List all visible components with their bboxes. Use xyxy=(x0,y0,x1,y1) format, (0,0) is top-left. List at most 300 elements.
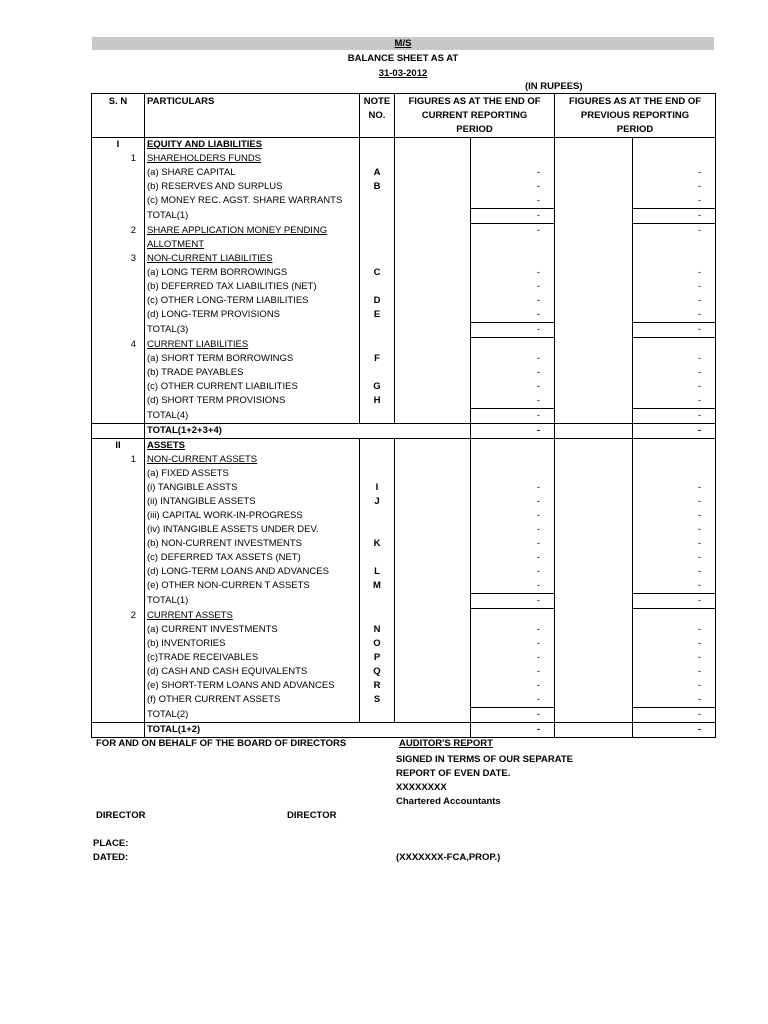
particulars-cell: (d) LONG-TERM LOANS AND ADVANCES xyxy=(145,565,360,579)
sn-cell xyxy=(92,409,145,424)
currency-unit: (IN RUPEES) xyxy=(525,81,583,92)
current-value-cell xyxy=(471,152,555,166)
current-value-cell: - xyxy=(471,579,555,594)
particulars-cell: EQUITY AND LIABILITIES xyxy=(145,138,360,153)
note-cell: E xyxy=(360,308,395,323)
current-spacer-cell xyxy=(395,152,471,166)
previous-spacer-cell xyxy=(555,523,633,537)
particulars-cell: TOTAL(1+2) xyxy=(145,723,360,738)
document-title: BALANCE SHEET AS AT xyxy=(347,53,459,64)
table-row xyxy=(92,424,716,439)
table-row xyxy=(92,308,716,323)
current-spacer-cell xyxy=(395,280,471,294)
previous-spacer-cell xyxy=(555,366,633,380)
previous-value-cell: - xyxy=(633,409,716,424)
previous-value-cell: - xyxy=(633,380,716,394)
previous-spacer-cell xyxy=(555,723,633,738)
particulars-cell: (b) NON-CURRENT INVESTMENTS xyxy=(145,537,360,551)
particulars-cell: (a) SHARE CAPITAL xyxy=(145,166,360,180)
current-value-cell: - xyxy=(471,723,555,738)
table-row xyxy=(92,338,716,353)
table-row xyxy=(92,166,716,180)
current-value-cell: - xyxy=(471,565,555,579)
previous-value-cell: - xyxy=(633,424,716,439)
particulars-cell: (i) TANGIBLE ASSTS xyxy=(145,481,360,495)
current-value-cell: - xyxy=(471,665,555,679)
previous-value-cell: - xyxy=(633,224,716,239)
table-row xyxy=(92,323,716,338)
note-cell xyxy=(360,338,395,353)
current-value-cell xyxy=(471,238,555,252)
note-cell xyxy=(360,138,395,153)
sn-cell xyxy=(92,637,145,651)
previous-value-cell: - xyxy=(633,665,716,679)
previous-value-cell: - xyxy=(633,352,716,366)
previous-spacer-cell xyxy=(555,352,633,366)
previous-value-cell: - xyxy=(633,637,716,651)
table-row xyxy=(92,238,716,252)
sn-cell xyxy=(92,523,145,537)
particulars-cell: (e) OTHER NON-CURREN T ASSETS xyxy=(145,579,360,594)
note-cell xyxy=(360,323,395,338)
current-spacer-cell xyxy=(395,594,471,609)
current-value-cell: - xyxy=(471,366,555,380)
particulars-cell: (b) TRADE PAYABLES xyxy=(145,366,360,380)
table-row xyxy=(92,439,716,454)
note-cell xyxy=(360,509,395,523)
previous-value-cell: - xyxy=(633,166,716,180)
table-row xyxy=(92,495,716,509)
current-value-cell: - xyxy=(471,509,555,523)
sn-cell xyxy=(92,537,145,551)
table-row xyxy=(92,194,716,209)
note-cell: L xyxy=(360,565,395,579)
particulars-cell: (a) CURRENT INVESTMENTS xyxy=(145,623,360,637)
particulars-cell: (c) DEFERRED TAX ASSETS (NET) xyxy=(145,551,360,565)
sn-cell xyxy=(92,323,145,338)
previous-spacer-cell xyxy=(555,651,633,665)
note-cell xyxy=(360,708,395,723)
previous-spacer-cell xyxy=(555,565,633,579)
director-right-label: DIRECTOR xyxy=(287,810,337,821)
current-spacer-cell xyxy=(395,424,471,439)
current-value-cell: - xyxy=(471,409,555,424)
sn-cell: 4 xyxy=(92,338,145,353)
previous-value-cell: - xyxy=(633,693,716,708)
previous-value-cell xyxy=(633,252,716,266)
auditor-report-title: AUDITOR'S REPORT xyxy=(399,738,493,749)
note-cell xyxy=(360,439,395,454)
current-spacer-cell xyxy=(395,637,471,651)
current-spacer-cell xyxy=(395,537,471,551)
previous-spacer-cell xyxy=(555,266,633,280)
table-row xyxy=(92,380,716,394)
particulars-cell: TOTAL(1+2+3+4) xyxy=(145,424,360,439)
current-spacer-cell xyxy=(395,565,471,579)
previous-spacer-cell xyxy=(555,609,633,624)
sn-cell: II xyxy=(92,439,145,454)
current-spacer-cell xyxy=(395,623,471,637)
previous-value-cell: - xyxy=(633,366,716,380)
particulars-cell: (c)TRADE RECEIVABLES xyxy=(145,651,360,665)
current-spacer-cell xyxy=(395,352,471,366)
note-cell xyxy=(360,609,395,624)
signatory-label: (XXXXXXX-FCA,PROP.) xyxy=(396,852,501,863)
current-spacer-cell xyxy=(395,679,471,693)
note-cell xyxy=(360,453,395,467)
current-value-cell: - xyxy=(471,551,555,565)
table-row xyxy=(92,708,716,723)
note-cell xyxy=(360,366,395,380)
current-spacer-cell xyxy=(395,723,471,738)
table-row xyxy=(92,679,716,693)
table-row xyxy=(92,594,716,609)
previous-value-cell: - xyxy=(633,323,716,338)
note-cell: M xyxy=(360,579,395,594)
sn-cell xyxy=(92,651,145,665)
sn-cell xyxy=(92,180,145,194)
previous-spacer-cell xyxy=(555,380,633,394)
current-value-cell xyxy=(471,453,555,467)
note-cell: J xyxy=(360,495,395,509)
current-value-cell xyxy=(471,609,555,624)
previous-value-cell: - xyxy=(633,651,716,665)
table-row xyxy=(92,551,716,565)
table-row xyxy=(92,665,716,679)
previous-spacer-cell xyxy=(555,579,633,594)
previous-spacer-cell xyxy=(555,209,633,224)
sn-cell: 1 xyxy=(92,453,145,467)
particulars-cell: TOTAL(1) xyxy=(145,209,360,224)
table-row xyxy=(92,579,716,594)
table-header-row xyxy=(92,94,716,138)
particulars-cell: (b) DEFERRED TAX LIABILITIES (NET) xyxy=(145,280,360,294)
previous-spacer-cell xyxy=(555,594,633,609)
current-value-cell: - xyxy=(471,308,555,323)
current-spacer-cell xyxy=(395,224,471,239)
current-spacer-cell xyxy=(395,693,471,708)
particulars-cell: TOTAL(4) xyxy=(145,409,360,424)
current-value-cell: - xyxy=(471,623,555,637)
current-value-cell: - xyxy=(471,424,555,439)
previous-spacer-cell xyxy=(555,495,633,509)
sn-cell xyxy=(92,280,145,294)
particulars-cell: NON-CURRENT ASSETS xyxy=(145,453,360,467)
current-spacer-cell xyxy=(395,651,471,665)
note-cell xyxy=(360,252,395,266)
particulars-cell: (c) OTHER LONG-TERM LIABILITIES xyxy=(145,294,360,308)
current-spacer-cell xyxy=(395,509,471,523)
table-row xyxy=(92,693,716,708)
auditor-role: Chartered Accountants xyxy=(396,796,501,807)
previous-spacer-cell xyxy=(555,509,633,523)
previous-spacer-cell xyxy=(555,467,633,481)
document-date: 31-03-2012 xyxy=(378,68,428,79)
previous-value-cell: - xyxy=(633,180,716,194)
particulars-cell: SHARE APPLICATION MONEY PENDING xyxy=(145,224,360,239)
particulars-cell: SHAREHOLDERS FUNDS xyxy=(145,152,360,166)
current-value-cell: - xyxy=(471,380,555,394)
sn-cell xyxy=(92,352,145,366)
previous-value-cell: - xyxy=(633,679,716,693)
note-cell: I xyxy=(360,481,395,495)
previous-value-cell xyxy=(633,338,716,353)
previous-spacer-cell xyxy=(555,308,633,323)
sn-cell: 3 xyxy=(92,252,145,266)
particulars-cell: ALLOTMENT xyxy=(145,238,360,252)
previous-value-cell xyxy=(633,152,716,166)
previous-spacer-cell xyxy=(555,252,633,266)
particulars-cell: (c) OTHER CURRENT LIABILITIES xyxy=(145,380,360,394)
sn-cell xyxy=(92,693,145,708)
previous-value-cell xyxy=(633,467,716,481)
previous-spacer-cell xyxy=(555,280,633,294)
col-sn-header: S. N xyxy=(92,94,145,138)
current-value-cell: - xyxy=(471,194,555,209)
previous-spacer-cell xyxy=(555,551,633,565)
note-cell xyxy=(360,523,395,537)
current-value-cell xyxy=(471,467,555,481)
previous-value-cell: - xyxy=(633,579,716,594)
note-cell xyxy=(360,409,395,424)
particulars-cell: TOTAL(2) xyxy=(145,708,360,723)
previous-spacer-cell xyxy=(555,138,633,153)
current-value-cell: - xyxy=(471,637,555,651)
current-value-cell xyxy=(471,338,555,353)
table-row xyxy=(92,565,716,579)
table-row xyxy=(92,537,716,551)
col-current-period-header: FIGURES AS AT THE END OF CURRENT REPORTING PERIOD xyxy=(395,94,555,138)
current-spacer-cell xyxy=(395,409,471,424)
note-cell xyxy=(360,238,395,252)
previous-spacer-cell xyxy=(555,665,633,679)
previous-value-cell: - xyxy=(633,523,716,537)
table-row xyxy=(92,280,716,294)
current-value-cell: - xyxy=(471,708,555,723)
sn-cell xyxy=(92,366,145,380)
previous-spacer-cell xyxy=(555,166,633,180)
sn-cell xyxy=(92,308,145,323)
note-cell: G xyxy=(360,380,395,394)
previous-value-cell: - xyxy=(633,723,716,738)
previous-value-cell: - xyxy=(633,495,716,509)
current-value-cell xyxy=(471,439,555,454)
col-note-header: NOTE NO. xyxy=(360,94,395,138)
previous-spacer-cell xyxy=(555,424,633,439)
sn-cell xyxy=(92,266,145,280)
note-cell: N xyxy=(360,623,395,637)
current-value-cell: - xyxy=(471,323,555,338)
note-cell xyxy=(360,594,395,609)
current-spacer-cell xyxy=(395,138,471,153)
particulars-cell: NON-CURRENT LIABILITIES xyxy=(145,252,360,266)
current-value-cell: - xyxy=(471,481,555,495)
place-label: PLACE: xyxy=(93,838,129,849)
table-row xyxy=(92,294,716,308)
note-cell xyxy=(360,280,395,294)
previous-spacer-cell xyxy=(555,623,633,637)
col-previous-period-header: FIGURES AS AT THE END OF PREVIOUS REPORTING PERIOD xyxy=(555,94,716,138)
balance-sheet-table xyxy=(91,93,716,738)
auditor-line-2: REPORT OF EVEN DATE. xyxy=(396,768,511,779)
dated-label: DATED: xyxy=(93,852,129,863)
note-cell: S xyxy=(360,693,395,708)
particulars-cell: (d) LONG-TERM PROVISIONS xyxy=(145,308,360,323)
sn-cell: 1 xyxy=(92,152,145,166)
note-cell: Q xyxy=(360,665,395,679)
table-row xyxy=(92,152,716,166)
previous-spacer-cell xyxy=(555,481,633,495)
current-value-cell xyxy=(471,138,555,153)
current-spacer-cell xyxy=(395,238,471,252)
current-value-cell: - xyxy=(471,352,555,366)
current-spacer-cell xyxy=(395,579,471,594)
current-value-cell: - xyxy=(471,180,555,194)
previous-value-cell: - xyxy=(633,509,716,523)
particulars-cell: (b) INVENTORIES xyxy=(145,637,360,651)
table-row xyxy=(92,180,716,194)
note-cell: D xyxy=(360,294,395,308)
current-spacer-cell xyxy=(395,266,471,280)
note-cell: K xyxy=(360,537,395,551)
current-spacer-cell xyxy=(395,523,471,537)
auditor-firm: XXXXXXXX xyxy=(396,782,447,793)
particulars-cell: ASSETS xyxy=(145,439,360,454)
current-spacer-cell xyxy=(395,338,471,353)
sn-cell: 2 xyxy=(92,609,145,624)
previous-value-cell xyxy=(633,439,716,454)
previous-value-cell xyxy=(633,453,716,467)
current-spacer-cell xyxy=(395,495,471,509)
current-spacer-cell xyxy=(395,366,471,380)
previous-spacer-cell xyxy=(555,708,633,723)
table-row xyxy=(92,409,716,424)
particulars-cell: (a) SHORT TERM BORROWINGS xyxy=(145,352,360,366)
current-value-cell: - xyxy=(471,679,555,693)
previous-value-cell: - xyxy=(633,537,716,551)
sn-cell xyxy=(92,467,145,481)
previous-spacer-cell xyxy=(555,409,633,424)
previous-value-cell: - xyxy=(633,194,716,209)
table-row xyxy=(92,523,716,537)
previous-spacer-cell xyxy=(555,294,633,308)
particulars-cell: (iv) INTANGIBLE ASSETS UNDER DEV. xyxy=(145,523,360,537)
table-row xyxy=(92,394,716,409)
note-cell xyxy=(360,209,395,224)
table-row xyxy=(92,209,716,224)
particulars-cell: (d) CASH AND CASH EQUIVALENTS xyxy=(145,665,360,679)
previous-spacer-cell xyxy=(555,637,633,651)
current-value-cell: - xyxy=(471,266,555,280)
current-spacer-cell xyxy=(395,209,471,224)
sn-cell xyxy=(92,708,145,723)
previous-value-cell: - xyxy=(633,280,716,294)
particulars-cell: (iii) CAPITAL WORK-IN-PROGRESS xyxy=(145,509,360,523)
current-value-cell: - xyxy=(471,280,555,294)
current-spacer-cell xyxy=(395,194,471,209)
particulars-cell: (c) MONEY REC. AGST. SHARE WARRANTS xyxy=(145,194,360,209)
previous-spacer-cell xyxy=(555,679,633,693)
table-row xyxy=(92,467,716,481)
note-cell: C xyxy=(360,266,395,280)
table-row xyxy=(92,453,716,467)
table-row xyxy=(92,138,716,153)
particulars-cell: (a) LONG TERM BORROWINGS xyxy=(145,266,360,280)
current-spacer-cell xyxy=(395,323,471,338)
previous-spacer-cell xyxy=(555,194,633,209)
note-cell xyxy=(360,467,395,481)
current-spacer-cell xyxy=(395,481,471,495)
previous-spacer-cell xyxy=(555,537,633,551)
note-cell xyxy=(360,723,395,738)
sn-cell xyxy=(92,565,145,579)
company-name: M/S xyxy=(394,38,412,49)
sn-cell xyxy=(92,509,145,523)
current-spacer-cell xyxy=(395,380,471,394)
table-row xyxy=(92,509,716,523)
sn-cell xyxy=(92,665,145,679)
sn-cell xyxy=(92,209,145,224)
particulars-cell: CURRENT ASSETS xyxy=(145,609,360,624)
current-spacer-cell xyxy=(395,180,471,194)
current-spacer-cell xyxy=(395,708,471,723)
previous-spacer-cell xyxy=(555,152,633,166)
note-cell: A xyxy=(360,166,395,180)
sn-cell xyxy=(92,166,145,180)
previous-spacer-cell xyxy=(555,180,633,194)
previous-value-cell: - xyxy=(633,266,716,280)
current-spacer-cell xyxy=(395,394,471,409)
table-row xyxy=(92,224,716,239)
previous-spacer-cell xyxy=(555,693,633,708)
previous-value-cell xyxy=(633,138,716,153)
sn-cell xyxy=(92,238,145,252)
table-row xyxy=(92,252,716,266)
previous-value-cell: - xyxy=(633,209,716,224)
table-row xyxy=(92,651,716,665)
current-value-cell: - xyxy=(471,209,555,224)
table-row xyxy=(92,266,716,280)
current-spacer-cell xyxy=(395,453,471,467)
table-row xyxy=(92,352,716,366)
sn-cell xyxy=(92,394,145,409)
previous-value-cell: - xyxy=(633,623,716,637)
particulars-cell: CURRENT LIABILITIES xyxy=(145,338,360,353)
previous-spacer-cell xyxy=(555,453,633,467)
note-cell xyxy=(360,152,395,166)
previous-value-cell xyxy=(633,609,716,624)
particulars-cell: (b) RESERVES AND SURPLUS xyxy=(145,180,360,194)
sn-cell xyxy=(92,723,145,738)
sn-cell xyxy=(92,294,145,308)
particulars-cell: TOTAL(1) xyxy=(145,594,360,609)
sn-cell: I xyxy=(92,138,145,153)
note-cell: P xyxy=(360,651,395,665)
table-row xyxy=(92,366,716,380)
sn-cell xyxy=(92,579,145,594)
col-particulars-header: PARTICULARS xyxy=(145,94,360,138)
note-cell: R xyxy=(360,679,395,693)
sn-cell xyxy=(92,481,145,495)
particulars-cell: (ii) INTANGIBLE ASSETS xyxy=(145,495,360,509)
director-left-label: DIRECTOR xyxy=(96,810,146,821)
previous-spacer-cell xyxy=(555,338,633,353)
auditor-line-1: SIGNED IN TERMS OF OUR SEPARATE xyxy=(396,754,573,765)
note-cell xyxy=(360,224,395,239)
previous-spacer-cell xyxy=(555,323,633,338)
current-value-cell: - xyxy=(471,693,555,708)
current-value-cell: - xyxy=(471,594,555,609)
